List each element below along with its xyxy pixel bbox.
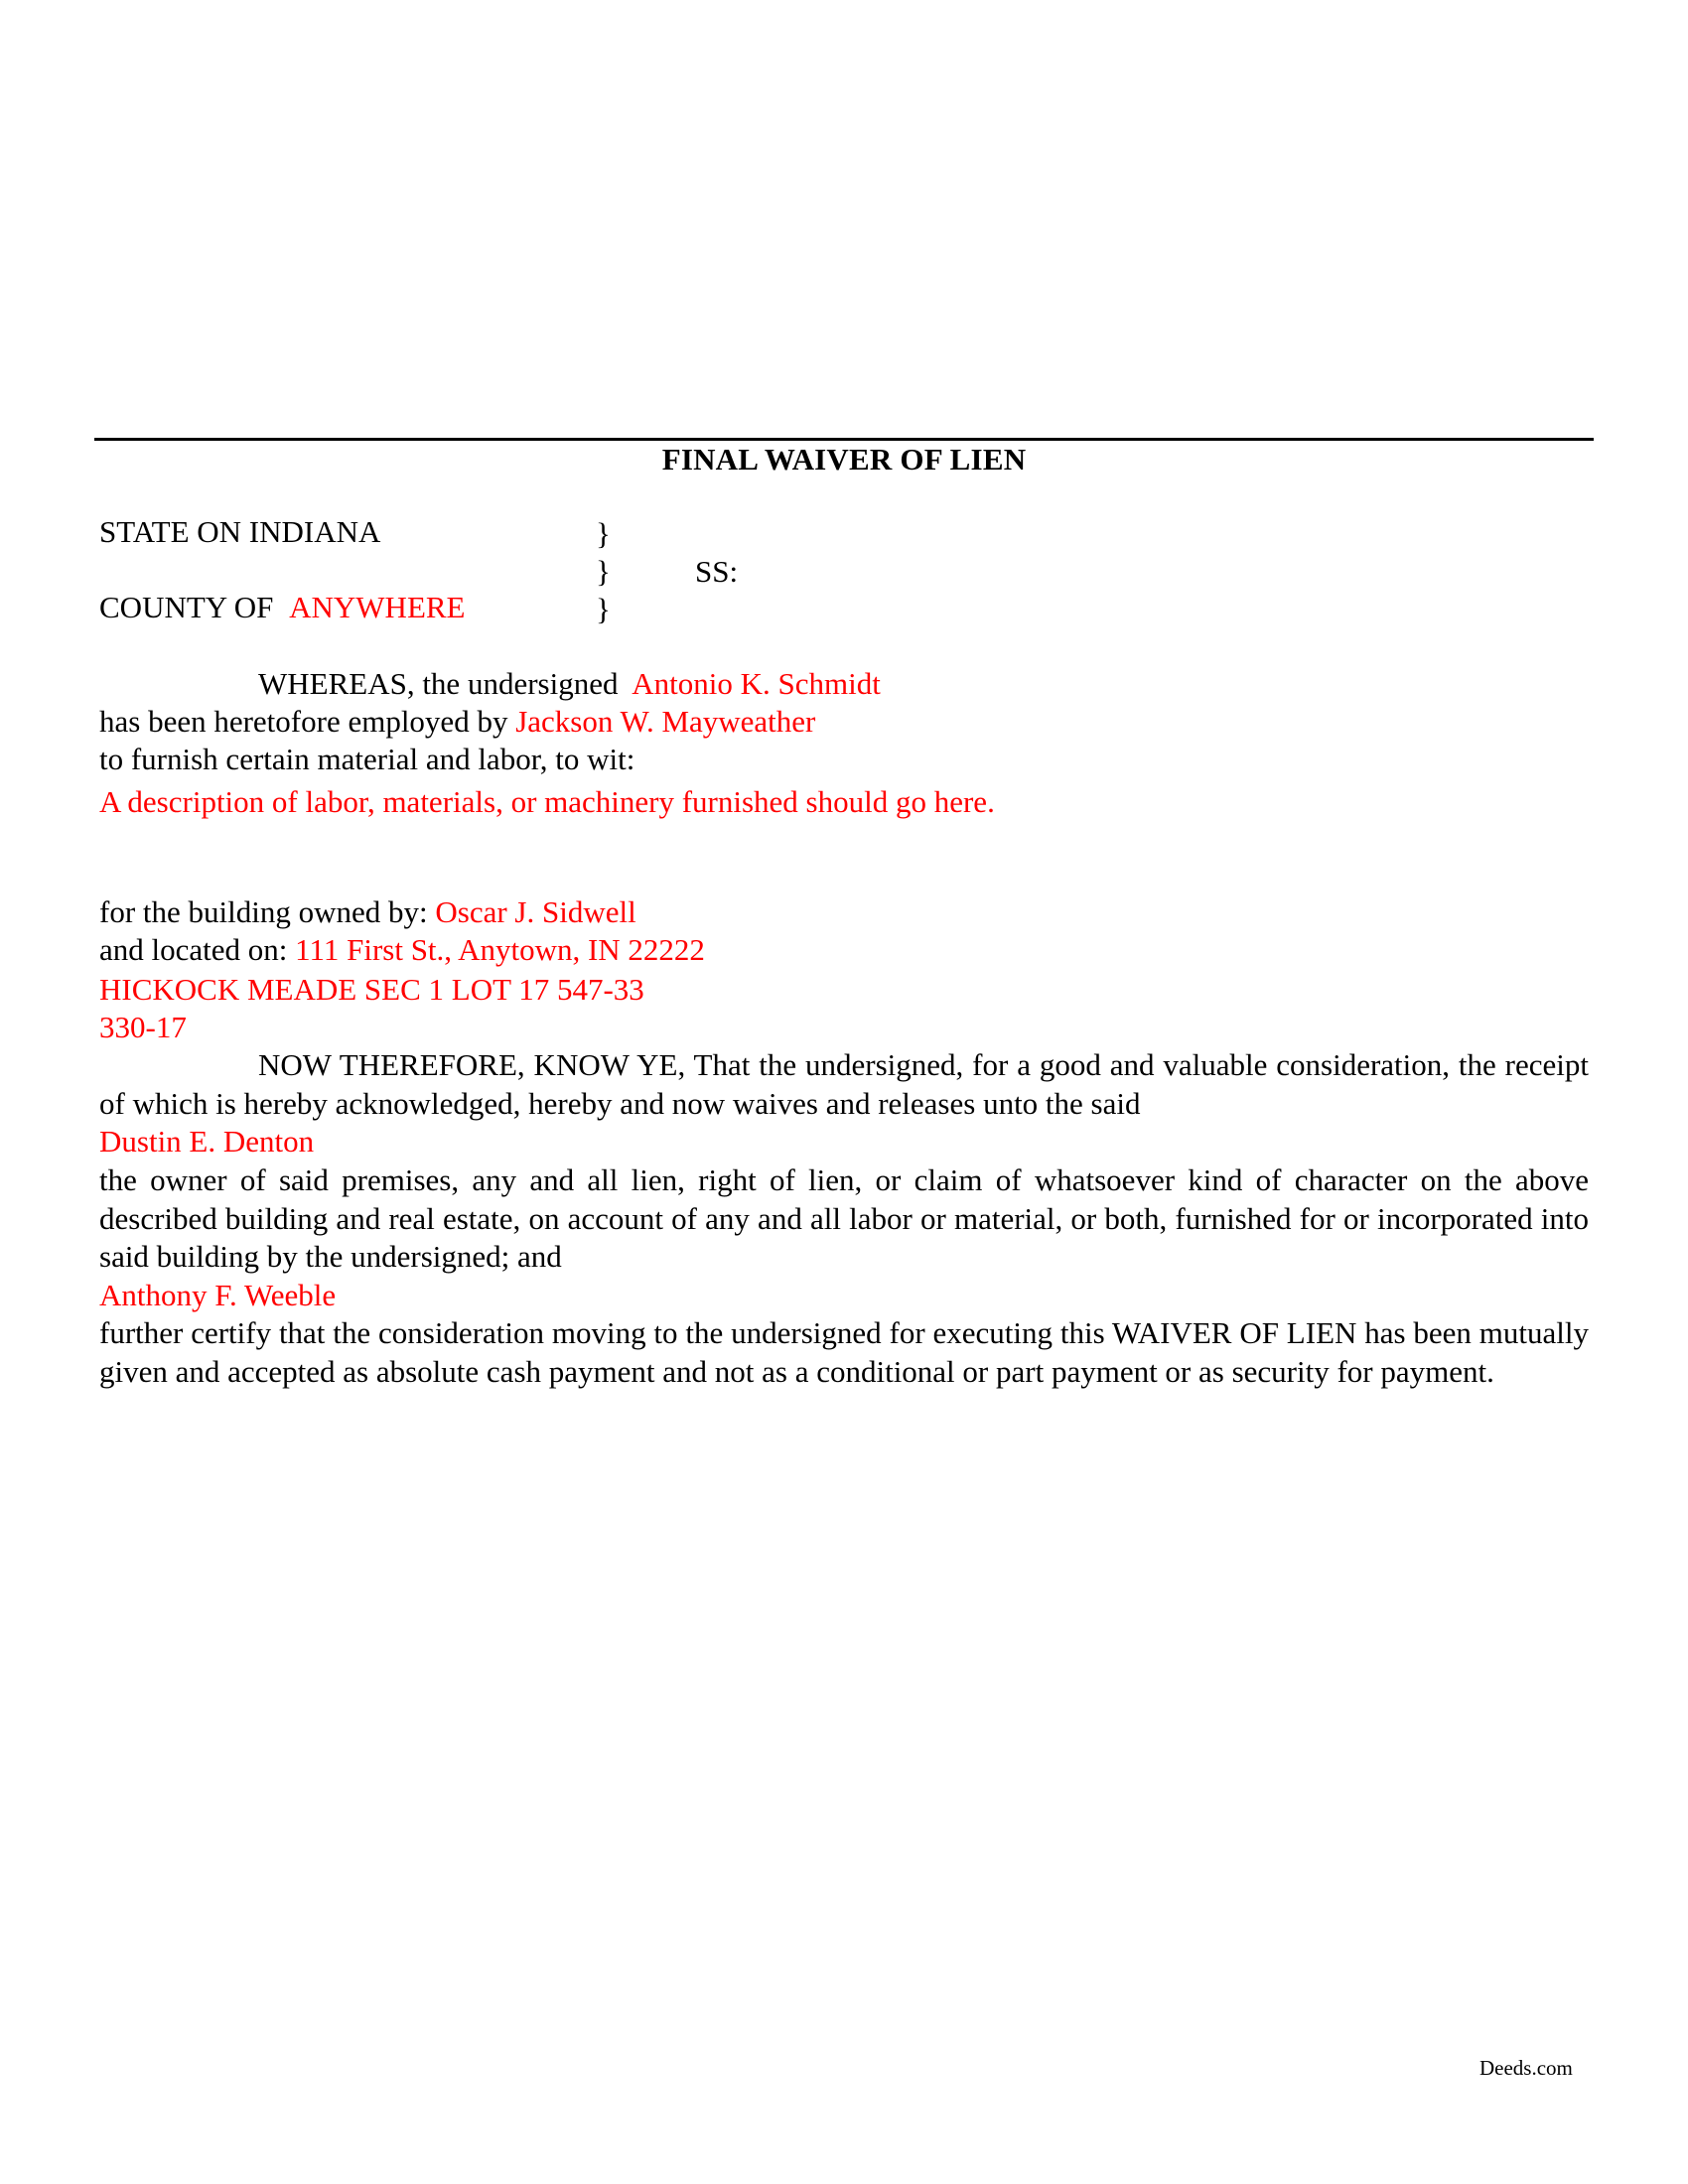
labor-description: A description of labor, materials, or machinery furnished should go here.: [99, 784, 995, 819]
brace-3: }: [596, 592, 611, 626]
county-line: [99, 589, 466, 626]
county-label: COUNTY OF: [99, 590, 274, 624]
legal-description-2: 330-17: [99, 1010, 187, 1044]
whereas-line: [258, 665, 881, 703]
document-title: FINAL WAIVER OF LIEN: [661, 442, 1027, 477]
furnish-line: to furnish certain material and labor, to wit:: [99, 742, 635, 776]
whereas-text: WHEREAS, the undersigned: [258, 666, 619, 701]
employed-line: [99, 703, 815, 741]
legal-description-1: HICKOCK MEADE SEC 1 LOT 17 547-33: [99, 972, 644, 1007]
owned-by-line: [99, 893, 636, 931]
certifier-name: Anthony F. Weeble: [99, 1278, 337, 1312]
owner-clause-paragraph: the owner of said premises, any and all lien, right of lien, or claim of whatsoever kind of character on the above described building and real estate, on account of any and all labor or material, or both, furnished for or incorporated into said building by the undersigned; and: [99, 1162, 1589, 1274]
state-line: STATE ON INDIANA: [99, 514, 381, 549]
located-on-label: and located on:: [99, 932, 288, 967]
property-address: 111 First St., Anytown, IN 22222: [295, 932, 705, 967]
releasee-name: Dustin E. Denton: [99, 1124, 315, 1159]
employed-by-text: has been heretofore employed by: [99, 704, 508, 739]
brace-2: }: [596, 554, 611, 589]
owned-by-label: for the building owned by:: [99, 894, 428, 929]
contractor-name: Antonio K. Schmidt: [632, 666, 881, 701]
certify-clause-paragraph: further certify that the consideration moving to the undersigned for executing this WAIVER OF LIEN has been mutually given and accepted as absolute cash payment and not as a conditional or part payment or as security for payment.: [99, 1315, 1589, 1389]
footer-brand: Deeds.com: [1479, 2056, 1573, 2080]
owner-name: Oscar J. Sidwell: [435, 894, 636, 929]
employer-name: Jackson W. Mayweather: [515, 704, 816, 739]
located-on-line: [99, 931, 705, 969]
ss-label: SS:: [695, 554, 739, 589]
county-value: ANYWHERE: [289, 590, 466, 624]
now-therefore-paragraph: NOW THEREFORE, KNOW YE, That the undersigned, for a good and valuable consideration, the receipt of which is hereby acknowledged, hereby and now waives and releases unto the said: [99, 1047, 1589, 1121]
brace-1: }: [596, 516, 611, 551]
